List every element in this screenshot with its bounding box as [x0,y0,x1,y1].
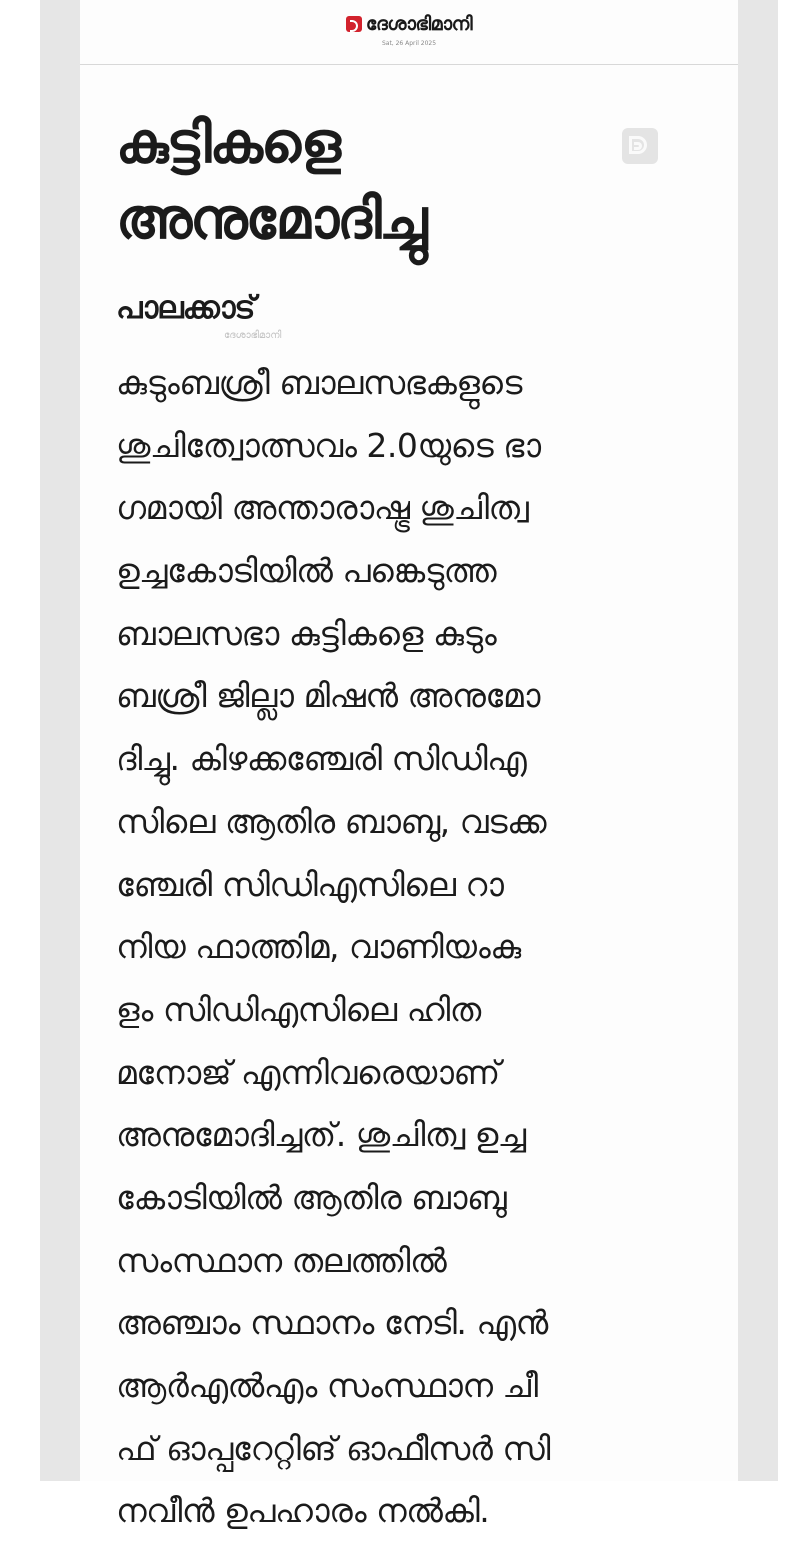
body-line: ഞ്ചേരി സിഡിഎസിലെ റാ [116,864,504,904]
body-line: സംസ്ഥാന തലത്തിൽ [116,1240,447,1280]
masthead-divider [80,64,738,65]
body-line: ഗമായി അന്താരാഷ്ട്ര ശുചിത്വ [116,488,529,528]
deshabhimani-logo-icon [346,16,362,32]
masthead-brand-row [80,8,738,40]
right-margin-bar [738,0,778,1481]
headline-line-2: അനുമോദിച്ചു [116,187,426,252]
article-body [116,352,706,1543]
body-line: ഫ് ഓപ്പറേറ്റിങ് ഓഫീസർ സി [116,1428,551,1468]
dateline: പാലക്കാട് [116,290,255,326]
body-line: നിയ ഫാത്തിമ, വാണിയംകു [116,927,521,967]
body-line: ബശ്രീ ജില്ലാ മിഷൻ അനുമോ [116,676,540,716]
masthead-date: Sat, 26 April 2025 [381,40,437,47]
body-line: നവീൻ ഉപഹാരം നൽകി. [116,1491,490,1531]
body-line: ബാലസഭാ കുട്ടികളെ കുടും [116,613,497,653]
body-line: കോടിയിൽ ആതിര ബാബു [116,1177,507,1217]
brand-name: ദേശാഭിമാനി [365,13,473,35]
body-line: അഞ്ചാം സ്ഥാനം നേടി. എൻ [116,1303,548,1343]
watermark-text: ദേശാഭിമാനി [224,330,282,341]
body-line: ആർഎൽഎം സംസ്ഥാന ചീ [116,1366,538,1405]
body-line: കുടുംബശ്രീ ബാലസഭകളുടെ [116,363,522,402]
body-line: ശുചിത്വോത്സവം 2.0യുടെ ഭാ [116,425,541,465]
deshabhimani-watermark-icon [622,128,658,164]
headline [116,106,636,258]
left-margin-bar [40,0,80,1481]
news-clipping [80,0,738,1531]
body-line: സിലെ ആതിര ബാബു, വടക്ക [116,801,546,841]
body-line: ളം സിഡിഎസിലെ ഹിത [116,989,481,1029]
headline-line-1: കുട്ടികളെ [116,111,339,176]
body-line: ദിച്ചു. കിഴക്കഞ്ചേരി സിഡിഎ [116,739,527,779]
body-line: ഉച്ചകോടിയിൽ പങ്കെടുത്ത [116,551,497,591]
masthead [80,8,738,64]
body-line: മനോജ് എന്നിവരെയാണ് [116,1052,500,1092]
body-line: അനുമോദിച്ചത്. ശുചിത്വ ഉച്ച [116,1115,526,1155]
